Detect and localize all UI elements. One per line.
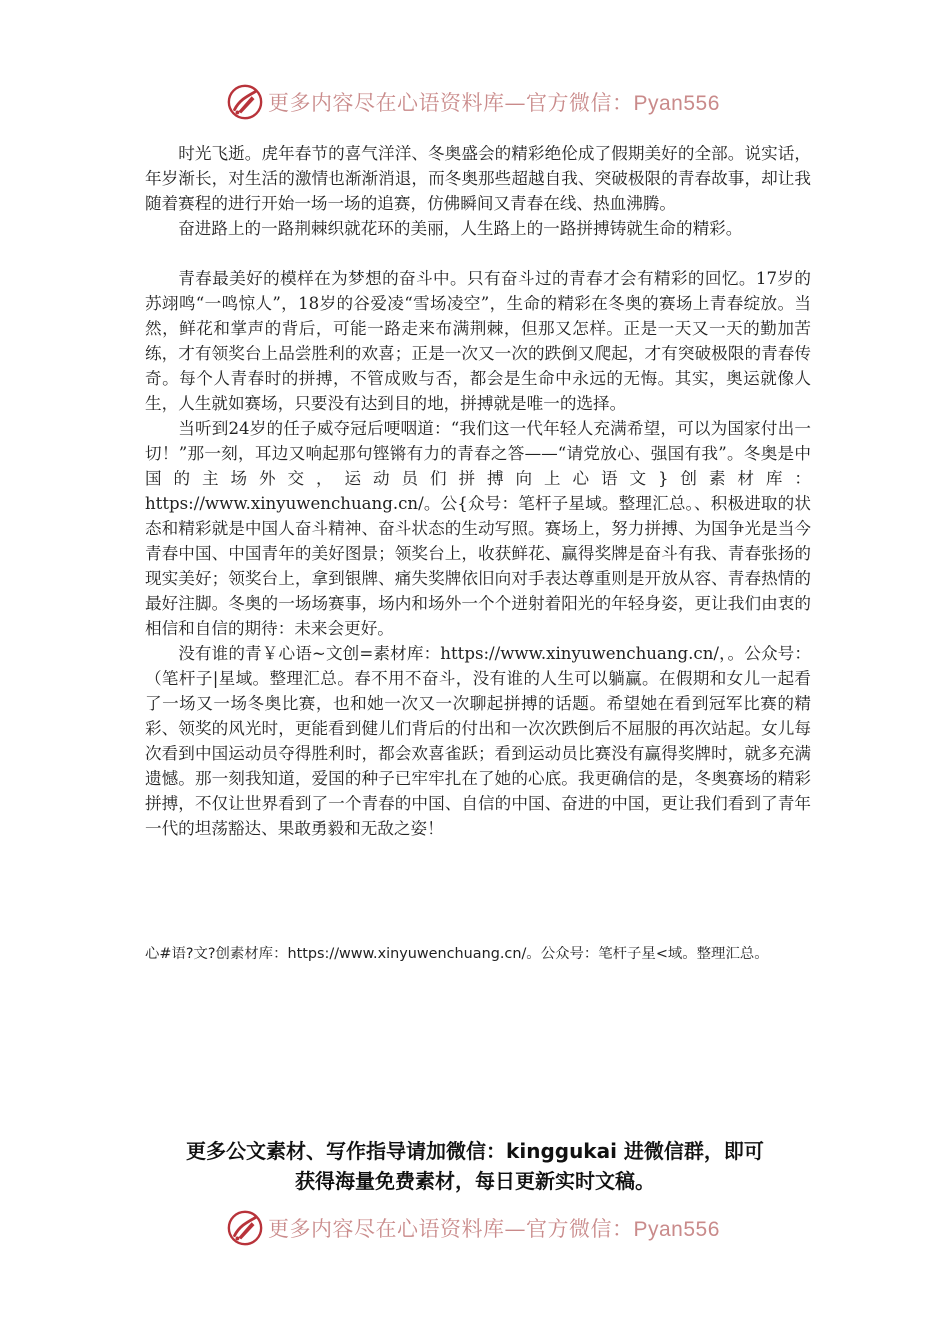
header-banner [226, 82, 726, 122]
promo-line-1: 更多公文素材、写作指导请加微信：kinggukai 进微信群，即可 [186, 1139, 764, 1163]
logo-icon [226, 1209, 264, 1247]
logo-icon [226, 83, 264, 121]
paragraph: 时光飞逝。虎年春节的喜气洋洋、冬奥盛会的精彩绝伦成了假期美好的全部。说实话，年岁渐长，对生活的激情也渐渐消退，而冬奥那些超越自我、突破极限的青春故事，却让我随着赛程的进行开始一场一场的追赛，仿佛瞬间又青春在线、热血沸腾。 [145, 144, 811, 213]
paragraph: 奋进路上的一路荆棘织就花环的美丽，人生路上的一路拼搏铸就生命的精彩。 [178, 219, 743, 238]
paragraph: 当听到24岁的任子威夺冠后哽咽道：“我们这一代年轻人充满希望，可以为国家付出一切！”那一刻，耳边又响起那句铿锵有力的青春之答——“请党放心、强国有我”。冬奥是中国的主场外交，运动员们拼搏向上心语文}创素材库：https://www.xinyuwenchuang.cn/。公{众号：笔杆子星域。整理汇总。、积极进取的状态和精彩就是中国人奋斗精神、奋斗状态的生动写照。赛场上，努力拼搏、为国争光是当今青春中国、中国青年的美好图景；领奖台上，收获鲜花、赢得奖牌是奋斗有我、青春张扬的现实美好；领奖台上，拿到银牌、痛失奖牌依旧向对手表达尊重则是开放从容、青春热情的最好注脚。冬奥的一场场赛事，场内和场外一个个迸射着阳光的年轻身姿，更让我们由衷的相信和自信的期待：未来会更好。 [145, 419, 811, 638]
promo-notice [120, 1136, 830, 1196]
footer-banner [226, 1208, 726, 1248]
paragraph: 青春最美好的模样在为梦想的奋斗中。只有奋斗过的青春才会有精彩的回忆。17岁的苏翊鸣“一鸣惊人”，18岁的谷爱凌“雪场凌空”，生命的精彩在冬奥的赛场上青春绽放。当然，鲜花和掌声的背后，可能一路走来布满荆棘，但那又怎样。正是一天又一天的勤加苦练，才有领奖台上品尝胜利的欢喜；正是一次又一次的跌倒又爬起，才有突破极限的青春传奇。每个人青春时的拼搏，不管成败与否，都会是生命中永远的无悔。其实，奥运就像人生，人生就如赛场，只要没有达到目的地，拼搏就是唯一的选择。 [145, 269, 811, 413]
banner-text: 更多内容尽在心语资料库—官方微信：Pyan556 [268, 1217, 720, 1241]
article-body [145, 141, 811, 841]
source-note: 心#语?文?创素材库：https://www.xinyuwenchuang.cn/。公众号：笔杆子星<域。整理汇总。 [145, 946, 769, 962]
banner-text: 更多内容尽在心语资料库—官方微信：Pyan556 [268, 91, 720, 115]
promo-line-2: 获得海量免费素材，每日更新实时文稿。 [295, 1169, 655, 1193]
paragraph: 没有谁的青￥心语~文创=素材库：https://www.xinyuwenchuang.cn/，。公众号：（笔杆子|星域。整理汇总。春不用不奋斗，没有谁的人生可以躺赢。在假期和女儿一起看了一场又一场冬奥比赛，也和她一次又一次聊起拼搏的话题。希望她在看到冠军比赛的精彩、领奖的风光时，更能看到健儿们背后的付出和一次次跌倒后不屈服的再次站起。女儿每次看到中国运动员夺得胜利时，都会欢喜雀跃；看到运动员比赛没有赢得奖牌时，就多充满遗憾。那一刻我知道，爱国的种子已牢牢扎在了她的心底。我更确信的是，冬奥赛场的精彩拼搏，不仅让世界看到了一个青春的中国、自信的中国、奋进的中国，更让我们看到了青年一代的坦荡豁达、果敢勇毅和无敌之姿！ [145, 644, 811, 838]
